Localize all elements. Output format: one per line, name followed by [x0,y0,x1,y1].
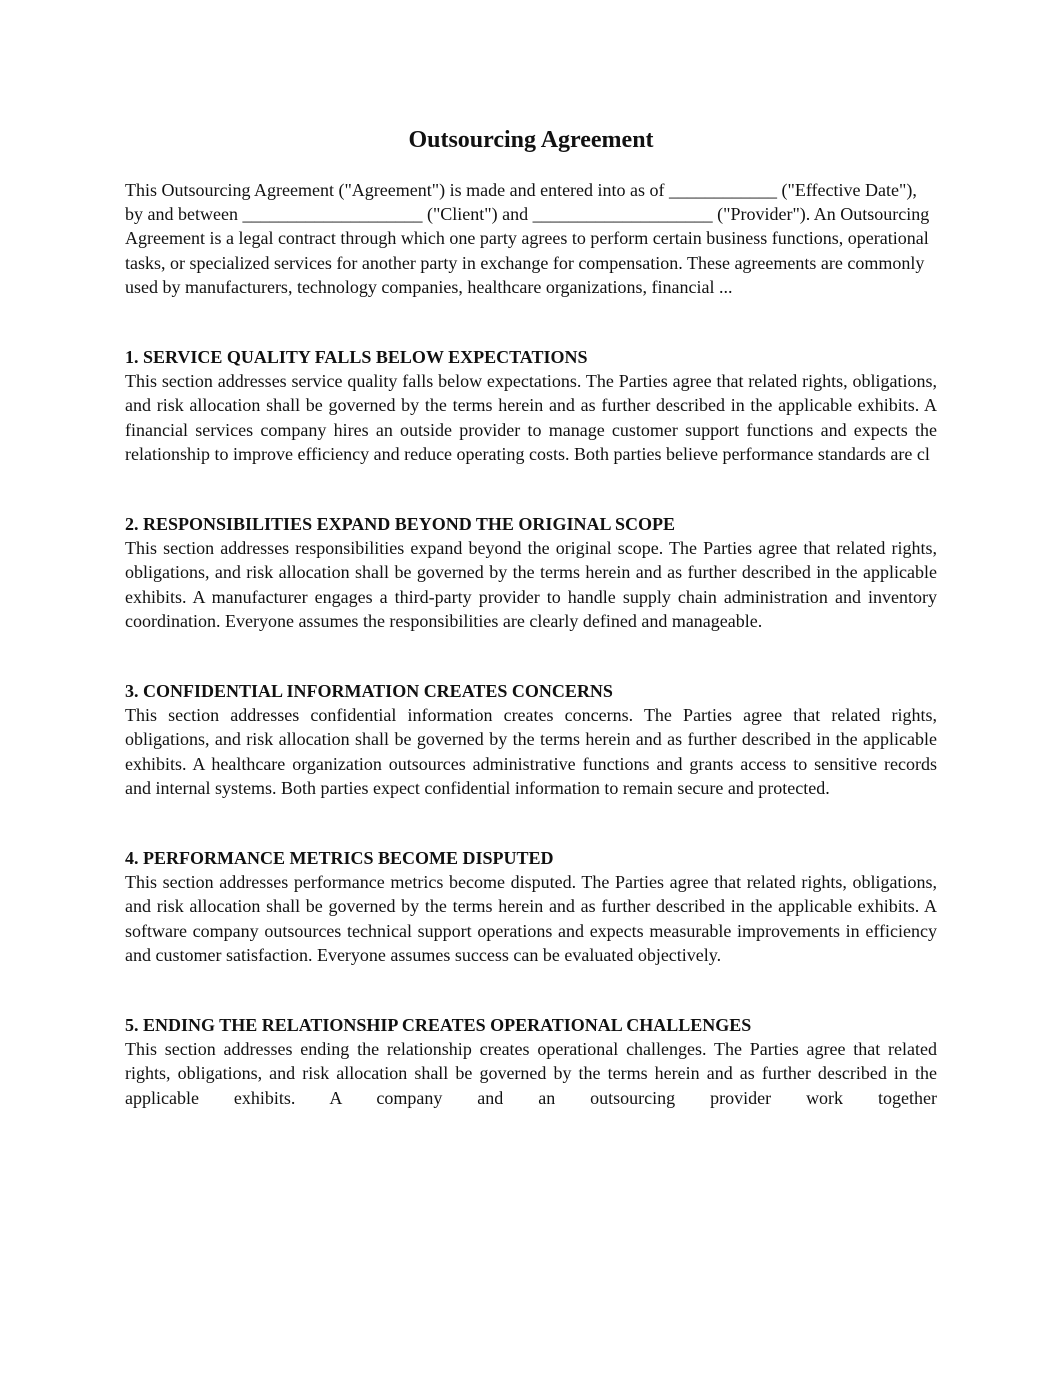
document-title: Outsourcing Agreement [408,127,654,153]
section-5 [125,1013,937,1110]
section-body: This section addresses service quality falls below expectations. The Parties agree that related rights, obligations, and risk allocation shall be governed by the terms herein and as further described in the applicable exhibits. A financial services company hires an outside provider to manage customer support functions and expects the relationship to improve efficiency and reduce operating costs. Both parties believe performance standards are cl [125,371,937,464]
section-heading: 5. ENDING THE RELATIONSHIP CREATES OPERATIONAL CHALLENGES [125,1015,752,1036]
section-heading: 1. SERVICE QUALITY FALLS BELOW EXPECTATIONS [125,347,588,368]
section-heading: 4. PERFORMANCE METRICS BECOME DISPUTED [125,848,554,869]
section-body: This section addresses ending the relationship creates operational challenges. The Parties agree that related rights, obligations, and risk allocation shall be governed by the terms herein and as further described in the applicable exhibits. A company and an outsourcing provider work together [125,1039,937,1108]
section-3 [125,679,937,800]
document-content [125,124,937,1110]
section-2 [125,512,937,633]
section-body: This section addresses responsibilities expand beyond the original scope. The Parties agree that related rights, obligations, and risk allocation shall be governed by the terms herein and as further described in the applicable exhibits. A manufacturer engages a third-party provider to handle supply chain administration and inventory coordination. Everyone assumes the responsibilities are clearly defined and manageable. [125,538,937,631]
section-4 [125,846,937,967]
section-heading: 2. RESPONSIBILITIES EXPAND BEYOND THE ORIGINAL SCOPE [125,514,675,535]
section-heading: 3. CONFIDENTIAL INFORMATION CREATES CONCERNS [125,681,613,702]
section-body: This section addresses confidential information creates concerns. The Parties agree that related rights, obligations, and risk allocation shall be governed by the terms herein and as further described in the applicable exhibits. A healthcare organization outsources administrative functions and grants access to sensitive records and internal systems. Both parties expect confidential information to remain secure and protected. [125,705,937,798]
section-body: This section addresses performance metrics become disputed. The Parties agree that related rights, obligations, and risk allocation shall be governed by the terms herein and as further described in the applicable exhibits. A software company outsources technical support operations and expects measurable improvements in efficiency and customer satisfaction. Everyone assumes success can be evaluated objectively. [125,872,937,965]
intro-paragraph: This Outsourcing Agreement ("Agreement") is made and entered into as of ____________ ("Effective Date"), by and between ____________________ ("Client") and ____________________ ("Provider"). An Outsourcing Agreement is a legal contract through which one party agrees to perform certain business functions, operational tasks, or specialized services for another party in exchange for compensation. These agreements are commonly used by manufacturers, technology companies, healthcare organizations, financial ... [125,180,930,297]
section-1 [125,345,937,466]
